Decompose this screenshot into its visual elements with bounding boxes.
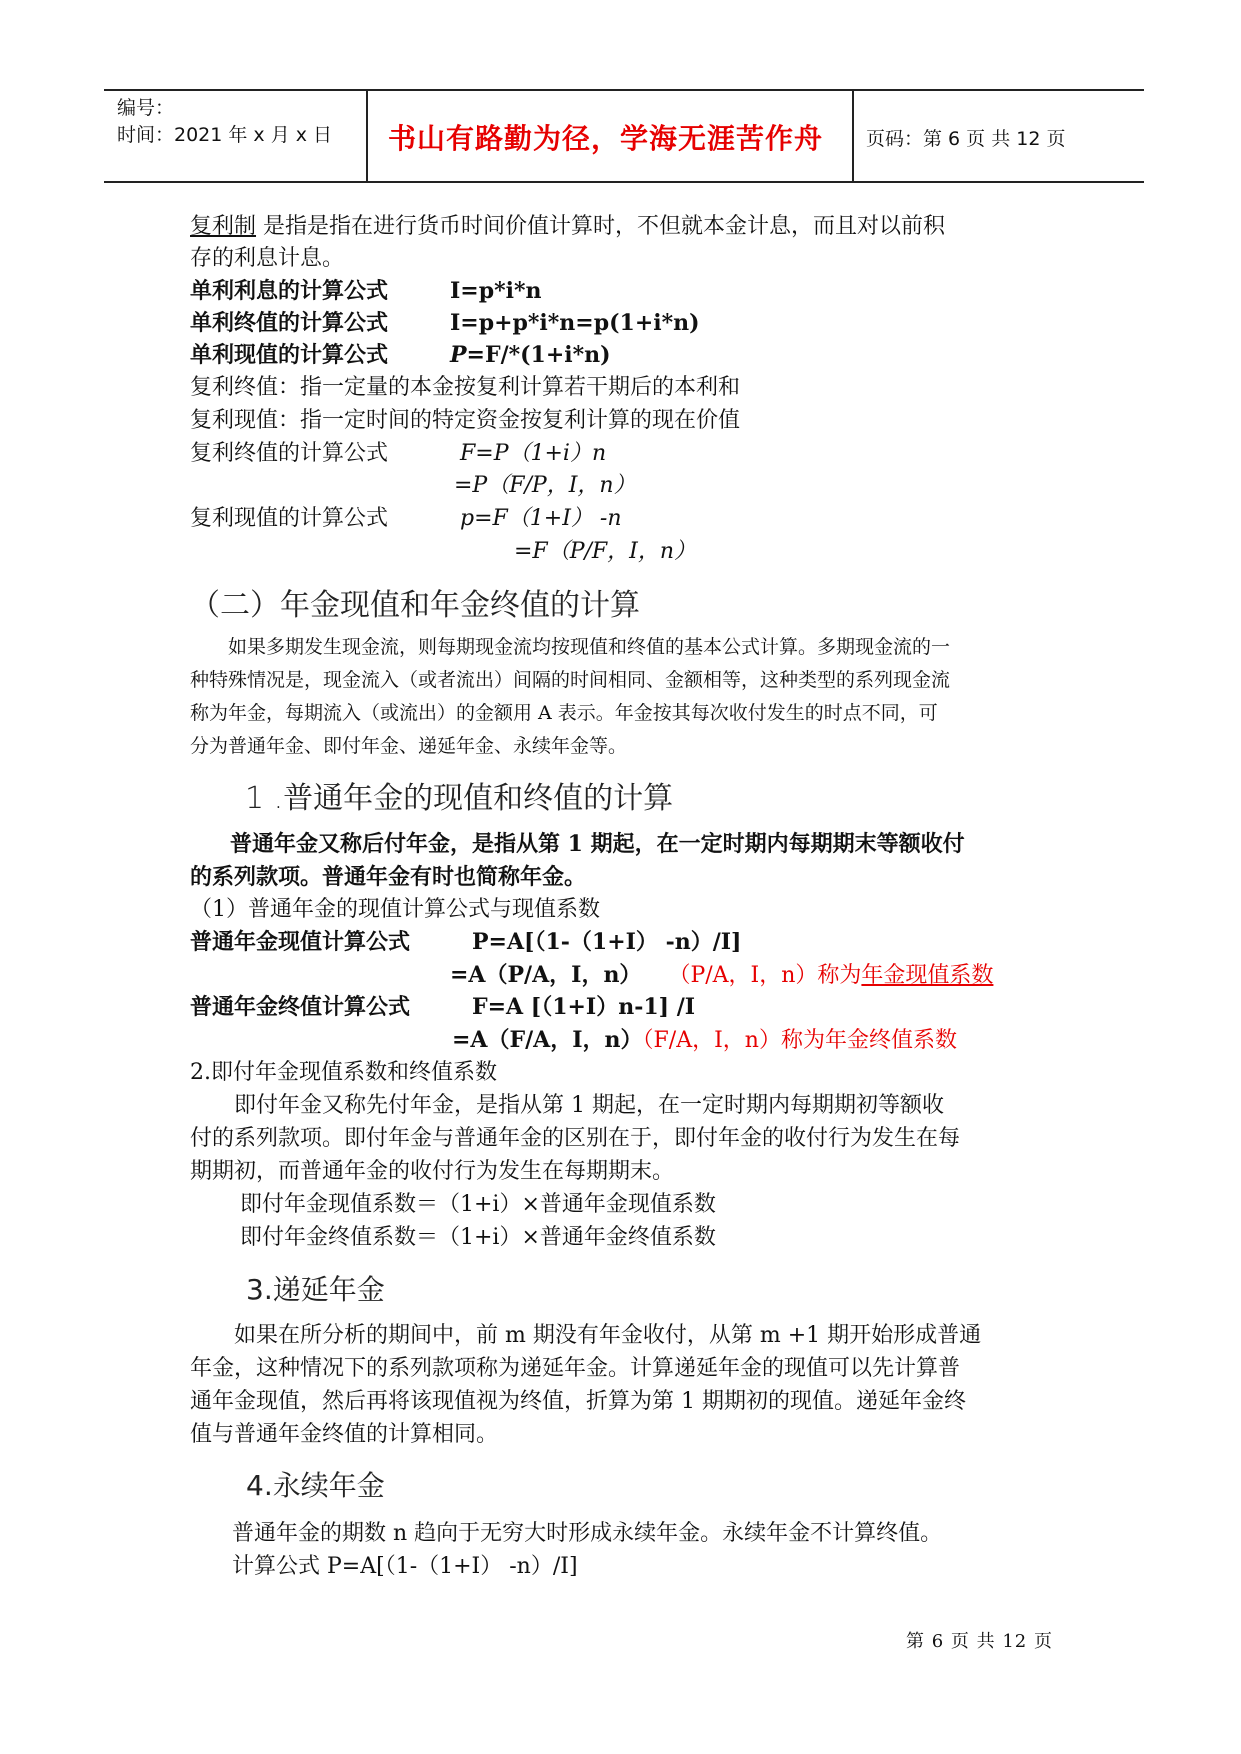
annuity-fv-formula-1: F=A [（1+I）n-1] /I — [472, 994, 696, 1020]
subsection-1-bold-line1: 普通年金又称后付年金，是指从第 1 期起，在一定时期内每期期末等额收付 — [230, 831, 965, 857]
compound-definition-line1 — [190, 210, 945, 243]
simple-fv-formula-row — [190, 307, 700, 340]
compound-fv-label: 复利终值的计算公式 — [190, 441, 389, 466]
compound-fv-formula-row — [190, 437, 607, 470]
compound-fv-definition: 复利终值：指一定量的本金按复利计算若干期后的本利和 — [190, 375, 741, 400]
header-bottom-rule — [104, 181, 1144, 183]
compound-fv-formula-2: =P（F/P，I，n） — [454, 473, 636, 498]
simple-pv-formula — [450, 339, 611, 372]
subsection-2-line2: 付的系列款项。即付年金与普通年金的区别在于，即付年金的收付行为发生在每 — [190, 1126, 961, 1151]
footer-page-number: 第 6 页 共 12 页 — [906, 1631, 1053, 1652]
subsection-4-line1: 普通年金的期数 n 趋向于无穷大时形成永续年金。永续年金不计算终值。 — [232, 1521, 943, 1546]
subsection-1-bold-line2: 的系列款项。普通年金有时也简称年金。 — [190, 864, 587, 890]
section-2-title: （二）年金现值和年金终值的计算 — [190, 588, 640, 623]
subsection-2-line1: 即付年金又称先付年金，是指从第 1 期起，在一定时期内每期期初等额收 — [234, 1093, 944, 1118]
compound-definition-text: 是指是指在进行货币时间价值计算时，不但就本金计息，而且对以前积 — [256, 214, 946, 239]
header-motto: 书山有路勤为径，学海无涯苦作舟 — [388, 122, 824, 155]
annuity-fv-label: 普通年金终值计算公式 — [190, 994, 411, 1020]
simple-fv-formula: I=p+p*i*n=p(1+i*n) — [450, 310, 700, 336]
annuity-pv-coefficient-term: 年金现值系数 — [861, 963, 994, 988]
subsection-3-title: 3.递延年金 — [246, 1273, 385, 1306]
header-divider-right — [852, 90, 854, 182]
subsection-2-title: 2.即付年金现值系数和终值系数 — [190, 1060, 497, 1085]
annuity-pv-formula-2-row — [450, 959, 993, 992]
section-2-line2: 种特殊情况是，现金流入（或者流出）间隔的时间相同、金额相等，这种类型的系列现金流 — [190, 669, 951, 691]
simple-pv-formula-row — [190, 339, 611, 372]
annuity-pv-formula-2: =A（P/A，I，n） — [450, 962, 642, 988]
annuity-due-fv-coefficient: 即付年金终值系数＝（1+i）×普通年金终值系数 — [240, 1225, 716, 1250]
annuity-pv-note-pre: （P/A，I，n）称为 — [668, 963, 862, 988]
subsection-3-paragraph — [190, 1319, 1060, 1451]
annuity-fv-formula-2-row — [452, 1024, 957, 1057]
simple-interest-label: 单利利息的计算公式 — [190, 278, 389, 304]
section-2-paragraph — [190, 631, 1060, 763]
section-2-line4: 分为普通年金、即付年金、递延年金、永续年金等。 — [190, 735, 628, 757]
simple-pv-label: 单利现值的计算公式 — [190, 342, 389, 368]
header-divider-left — [366, 90, 368, 182]
annuity-pv-note — [668, 963, 993, 988]
subsection-4-line2: 计算公式 P=A[（1-（1+I） -n）/I] — [232, 1554, 578, 1579]
subsection-1-item1: （1）普通年金的现值计算公式与现值系数 — [190, 897, 600, 922]
subsection-3-line3: 通年金现值，然后再将该现值视为终值，折算为第 1 期期初的现值。递延年金终 — [190, 1389, 966, 1414]
subsection-3-line2: 年金，这种情况下的系列款项称为递延年金。计算递延年金的现值可以先计算普 — [190, 1356, 961, 1381]
subsection-1-title: 1 .普通年金的现值和终值的计算 — [245, 781, 674, 816]
compound-pv-label: 复利现值的计算公式 — [190, 506, 389, 531]
simple-pv-formula-p: P — [450, 342, 467, 368]
subsection-4-title: 4.永续年金 — [246, 1469, 385, 1502]
subsection-2-paragraph — [190, 1089, 1060, 1188]
simple-interest-formula-row — [190, 275, 542, 308]
simple-pv-formula-rest: =F/*(1+i*n) — [466, 342, 611, 368]
compound-pv-definition: 复利现值：指一定时间的特定资金按复利计算的现在价值 — [190, 408, 741, 433]
compound-term: 复利制 — [190, 214, 257, 239]
annuity-pv-formula-row — [190, 926, 742, 959]
section-2-line3: 称为年金，每期流入（或流出）的金额用 A 表示。年金按其每次收付发生的时点不同，可 — [190, 702, 938, 724]
compound-definition-line2: 存的利息计息。 — [190, 246, 345, 271]
subsection-3-line1: 如果在所分析的期间中，前 m 期没有年金收付，从第 m +1 期开始形成普通 — [234, 1323, 982, 1348]
compound-pv-formula-row — [190, 502, 622, 535]
subsection-3-line4: 值与普通年金终值的计算相同。 — [190, 1422, 499, 1447]
annuity-pv-formula-1: P=A[（1-（1+I） -n）/I] — [472, 929, 742, 955]
subsection-2-line3: 期期初，而普通年金的收付行为发生在每期期末。 — [190, 1159, 675, 1184]
section-2-line1: 如果多期发生现金流，则每期现金流均按现值和终值的基本公式计算。多期现金流的一 — [228, 636, 951, 658]
header-time-label: 时间：2021 年 x 月 x 日 — [117, 124, 333, 146]
compound-pv-formula-2: =F（P/F，I，n） — [514, 539, 697, 564]
annuity-due-pv-coefficient: 即付年金现值系数＝（1+i）×普通年金现值系数 — [240, 1192, 716, 1217]
annuity-fv-note: （F/A，I，n）称为年金终值系数 — [642, 1028, 957, 1053]
simple-interest-formula: I=p*i*n — [450, 278, 542, 304]
annuity-fv-formula-2: =A（F/A，I，n） — [452, 1027, 643, 1053]
header-number-label: 编号： — [117, 97, 175, 119]
annuity-fv-formula-row — [190, 991, 696, 1024]
simple-fv-label: 单利终值的计算公式 — [190, 310, 389, 336]
header-top-rule — [104, 89, 1144, 91]
annuity-pv-label: 普通年金现值计算公式 — [190, 929, 411, 955]
compound-pv-formula-1: p=F（1+I） -n — [460, 506, 622, 531]
header-page-label: 页码：第 6 页 共 12 页 — [866, 128, 1066, 150]
compound-fv-formula-1: F=P（1+i）n — [460, 441, 607, 466]
